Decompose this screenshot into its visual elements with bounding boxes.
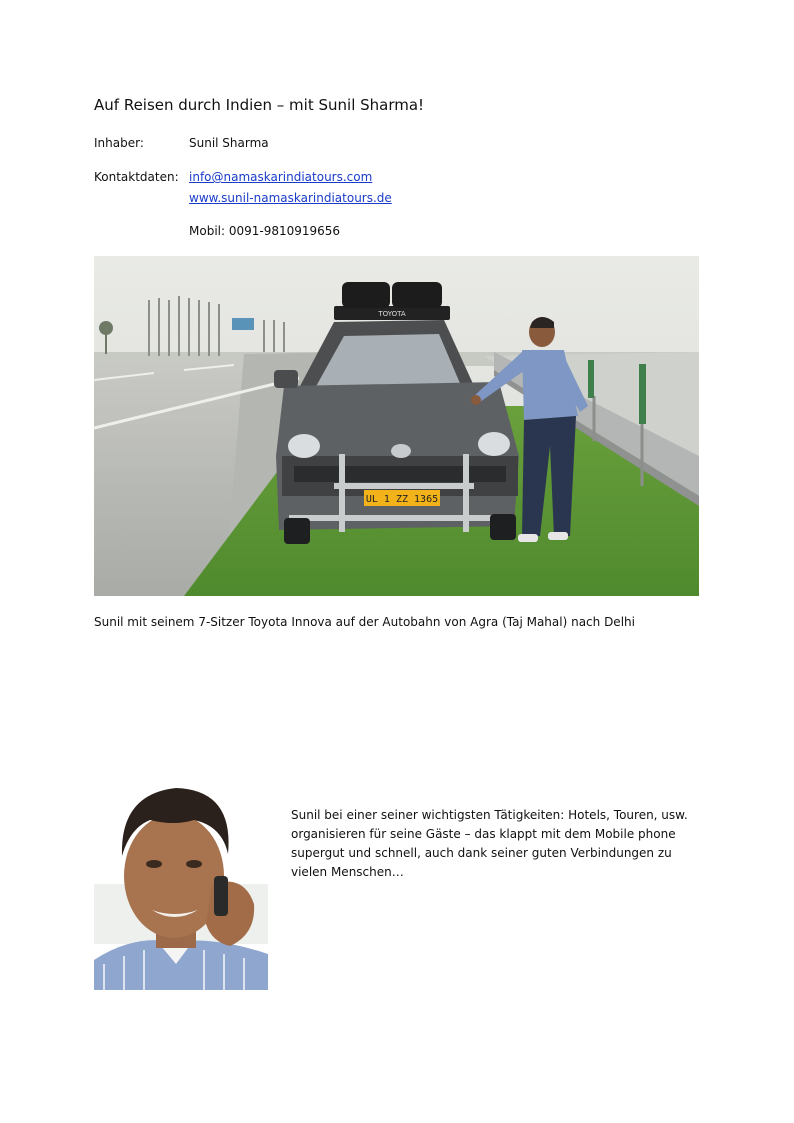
roof-rack-brand: TOYOTA	[378, 310, 406, 318]
car-highway-photo	[94, 256, 699, 596]
mobile-number: Mobil: 0091-9810919656	[189, 224, 341, 238]
portrait-photo-caption: Sunil bei einer seiner wichtigsten Tätigkeiten: Hotels, Touren, usw. organisieren für seine Gäste – das klappt mit dem Mobile phone supergut und schnell, auch dank seiner guten Verbindungen zu vielen Menschen…	[291, 808, 688, 879]
portrait-photo	[94, 764, 268, 990]
email-link[interactable]: info@namaskarindiatours.com	[189, 170, 373, 184]
owner-name: Sunil Sharma	[189, 136, 269, 150]
page-title: Auf Reisen durch Indien – mit Sunil Sharma!	[94, 96, 425, 114]
car-photo-caption: Sunil mit seinem 7-Sitzer Toyota Innova auf der Autobahn von Agra (Taj Mahal) nach Delhi	[94, 615, 635, 629]
website-link[interactable]: www.sunil-namaskarindiatours.de	[189, 191, 392, 205]
license-plate: UL 1 ZZ 1365	[365, 494, 439, 505]
owner-label: Inhaber:	[94, 136, 144, 150]
contact-label: Kontaktdaten:	[94, 170, 179, 184]
